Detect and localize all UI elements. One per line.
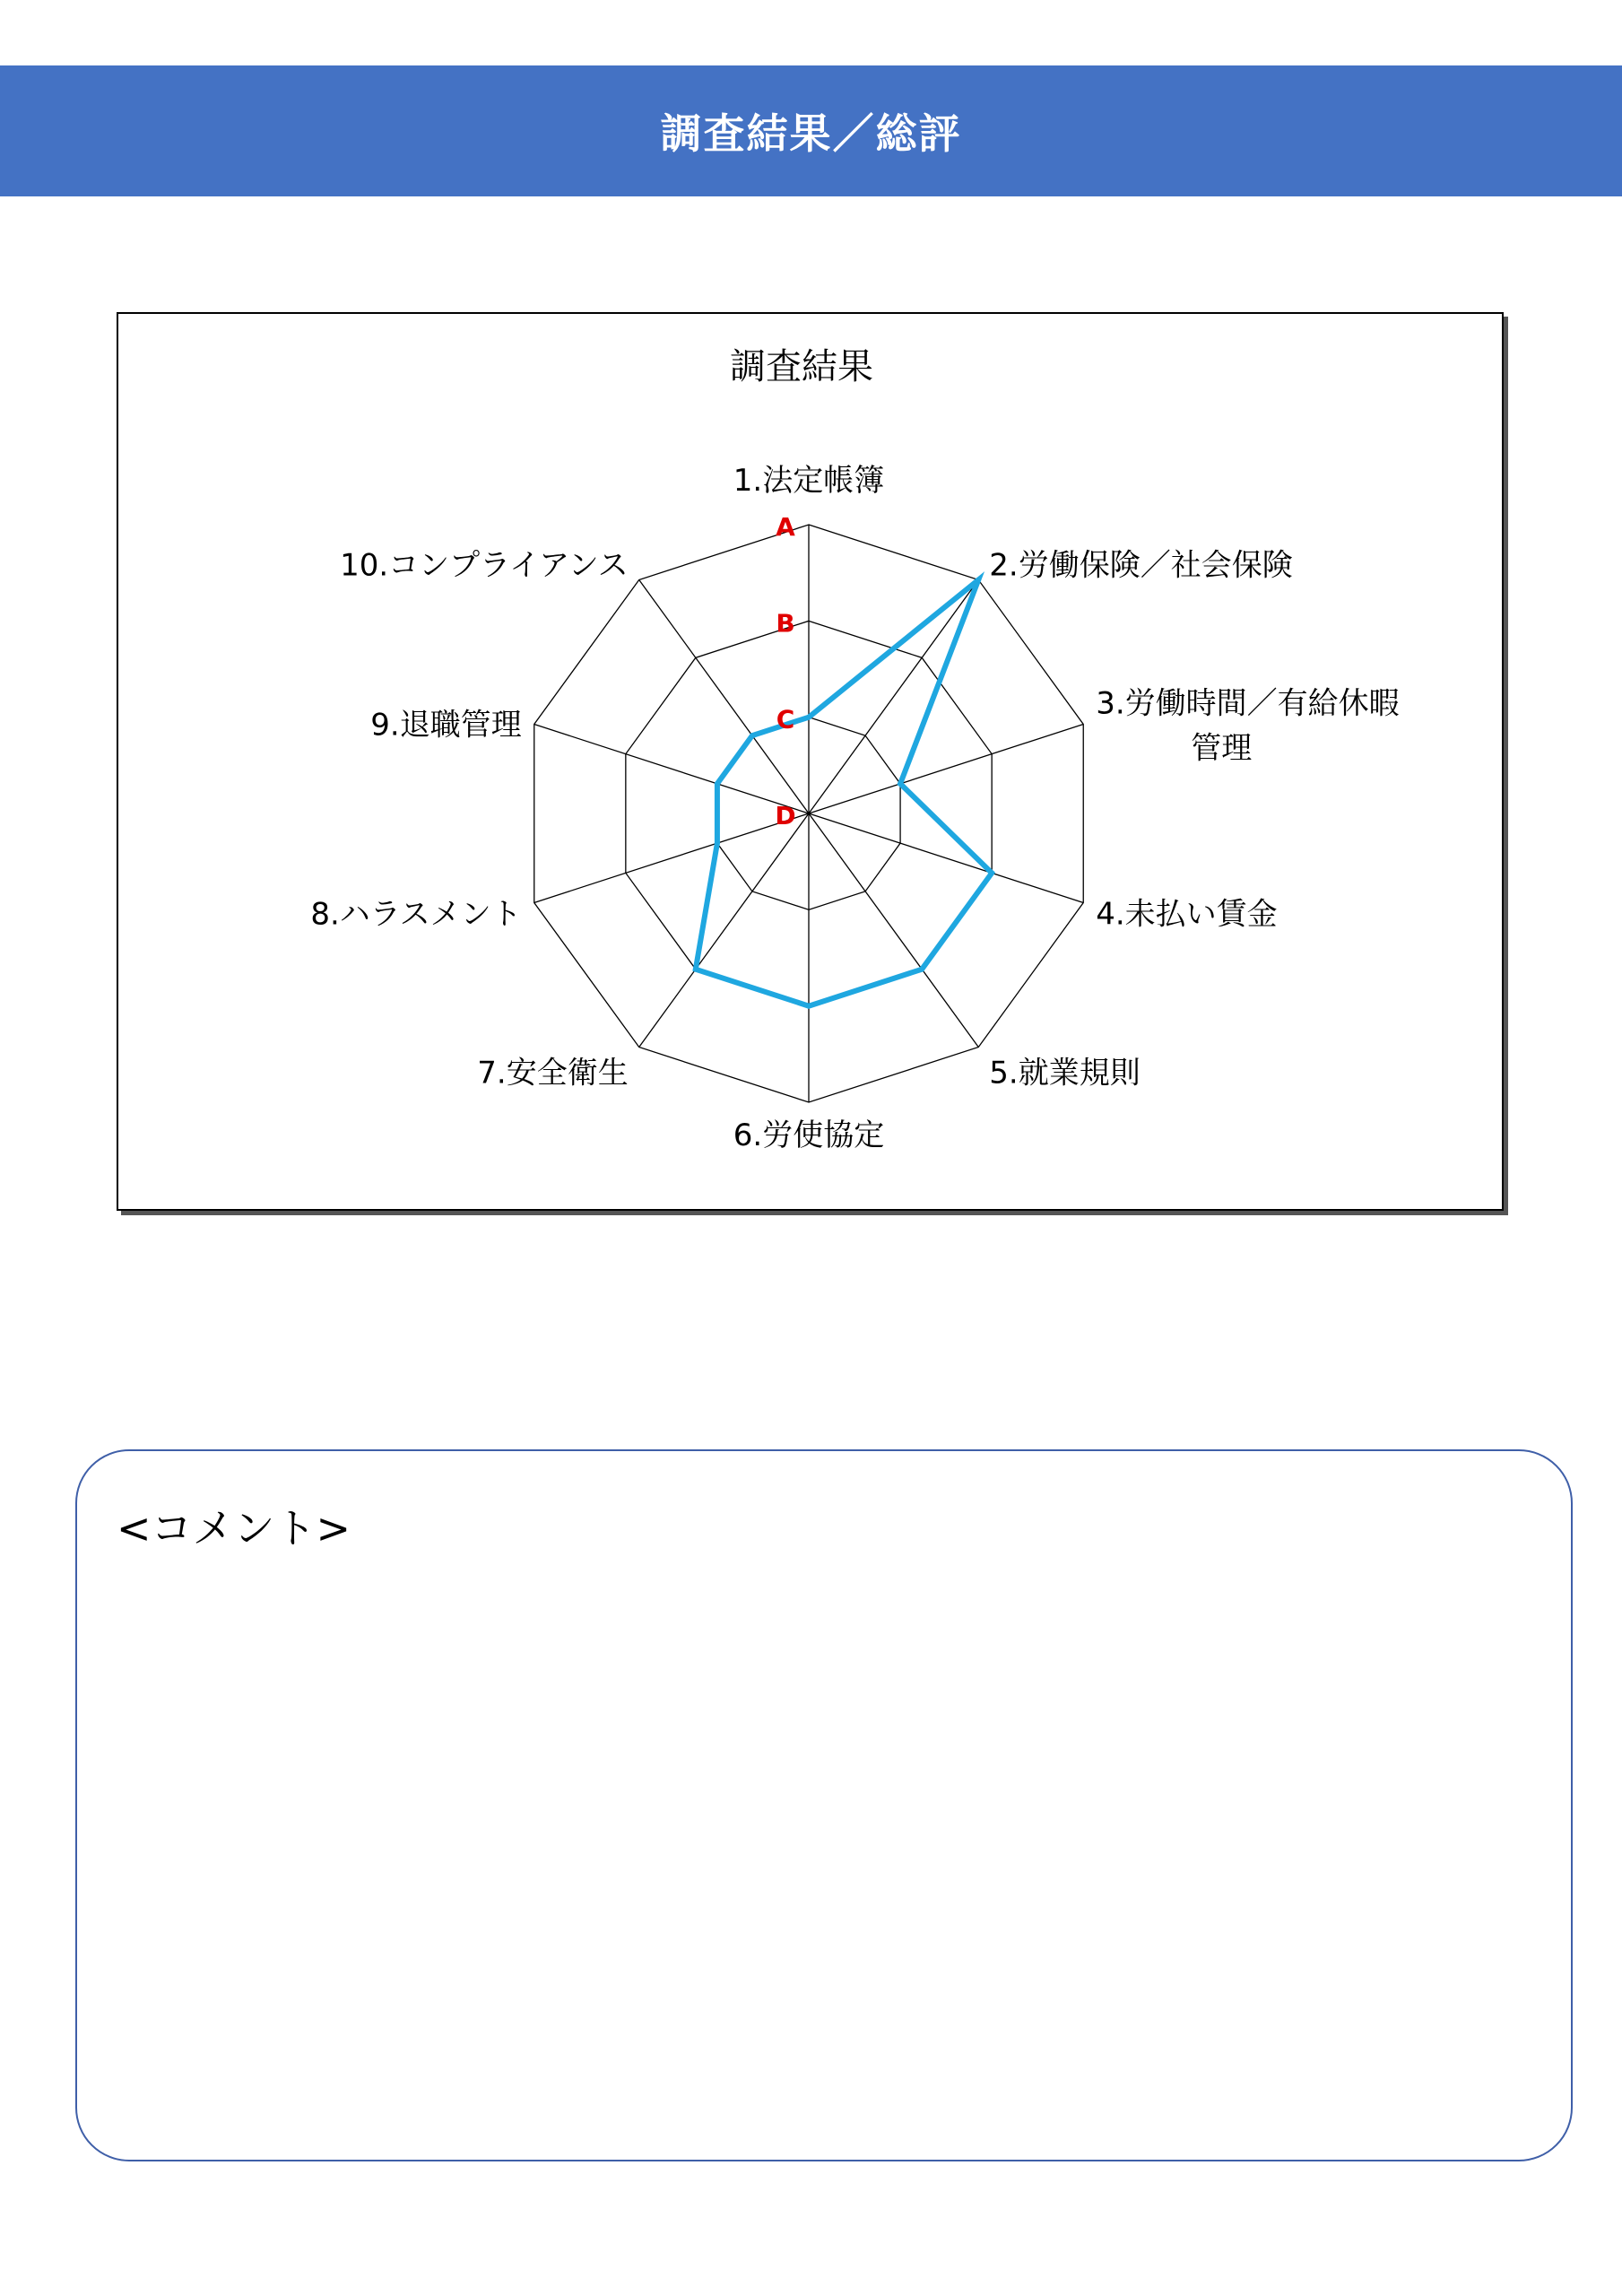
data-point <box>693 967 698 972</box>
axis-label: 5.就業規則 <box>989 1055 1141 1091</box>
data-point <box>806 1004 811 1009</box>
grid-spoke <box>809 724 1083 813</box>
scale-label: D <box>775 801 796 831</box>
axis-label: 4.未払い賃金 <box>1096 896 1278 933</box>
chart-title: 調査結果 <box>730 346 873 387</box>
axis-label: 9.退職管理 <box>370 707 522 744</box>
axis-label: 1.法定帳簿 <box>733 463 885 499</box>
axis-label: 2.労働保険／社会保険 <box>989 547 1293 584</box>
comment-label: <コメント> <box>117 1504 351 1552</box>
data-point <box>715 840 720 846</box>
scale-label: B <box>776 608 795 639</box>
scale-label: A <box>776 512 795 542</box>
header-banner <box>0 65 1622 196</box>
axis-label: 8.ハラスメント <box>310 896 522 933</box>
data-point <box>919 967 924 972</box>
data-point <box>715 781 720 787</box>
data-point <box>976 577 981 582</box>
comment-box <box>75 1449 1573 2161</box>
data-point <box>750 733 755 738</box>
axis-label: 10.コンプライアンス <box>340 547 629 584</box>
axis-label: 6.労使協定 <box>733 1118 885 1153</box>
radar-chart <box>118 314 1502 1209</box>
data-point <box>806 715 811 720</box>
scale-label: C <box>776 704 795 735</box>
data-point <box>898 781 903 787</box>
radar-chart-frame <box>117 312 1504 1211</box>
grid-spoke <box>534 813 809 903</box>
grid-spoke <box>534 724 809 813</box>
axis-label: 7.安全衛生 <box>477 1055 629 1091</box>
page-title: 調査結果／総評 <box>660 109 962 158</box>
data-point <box>989 870 994 875</box>
grid-spoke <box>639 813 809 1048</box>
axis-label: 3.労働時間／有給休暇管理 <box>1096 685 1400 767</box>
